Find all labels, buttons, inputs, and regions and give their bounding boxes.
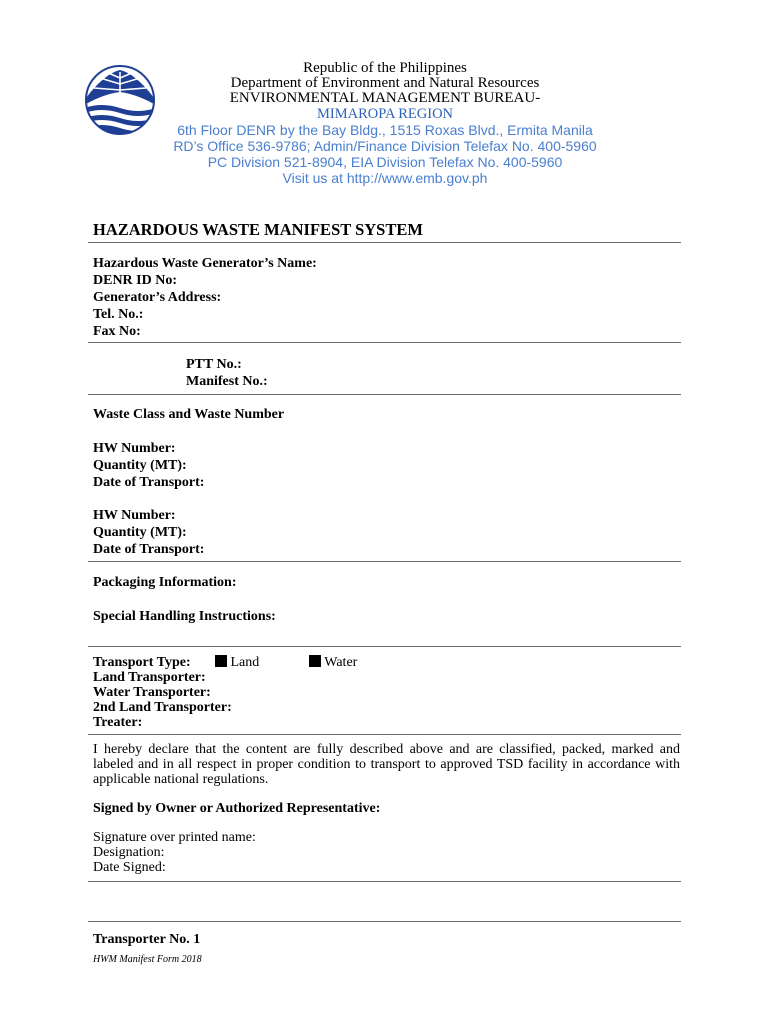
header-line-department: Department of Environment and Natural Resources xyxy=(230,75,540,91)
manifest-number-label: Manifest No.: xyxy=(186,374,268,389)
tel-label: Tel. No.: xyxy=(93,307,144,322)
water-option-label: Water xyxy=(324,655,358,670)
form-footer: HWM Manifest Form 2018 xyxy=(93,954,202,965)
generator-address-label: Generator’s Address: xyxy=(93,290,222,305)
quantity-label: Quantity (MT): xyxy=(93,525,187,540)
special-handling-label: Special Handling Instructions: xyxy=(93,609,276,624)
quantity-label: Quantity (MT): xyxy=(93,458,187,473)
land-transporter-label: Land Transporter: xyxy=(93,670,206,685)
divider xyxy=(88,394,681,395)
fax-label: Fax No: xyxy=(93,324,141,339)
divider xyxy=(88,646,681,647)
divider xyxy=(88,342,681,343)
divider xyxy=(88,734,681,735)
header-line-region: MIMAROPA REGION xyxy=(316,106,454,122)
denr-id-label: DENR ID No: xyxy=(93,273,177,288)
hw-number-label: HW Number: xyxy=(93,441,176,456)
divider xyxy=(88,881,681,882)
declaration-text: I hereby declare that the content are fully described above and are classified, packed, marked and labeled and in all respect in proper condition to transport to approved TSD facility in accordance with applicable national regulations. xyxy=(93,742,680,787)
date-of-transport-label: Date of Transport: xyxy=(93,475,205,490)
header-line-rd-office: RD’s Office 536-9786; Admin/Finance Division Telefax No. 400-5960 xyxy=(173,138,597,154)
second-land-transporter-label: 2nd Land Transporter: xyxy=(93,700,232,715)
header-line-pc-division: PC Division 521-8904, EIA Division Telefax No. 400-5960 xyxy=(207,154,563,170)
transporter-heading: Transporter No. 1 xyxy=(93,932,201,947)
divider xyxy=(88,921,681,922)
packaging-information-label: Packaging Information: xyxy=(93,575,237,590)
header-line-address: 6th Floor DENR by the Bay Bldg., 1515 Roxas Blvd., Ermita Manila xyxy=(177,122,593,138)
waste-class-heading: Waste Class and Waste Number xyxy=(93,407,285,422)
land-checkbox[interactable] xyxy=(215,655,227,667)
date-of-transport-label: Date of Transport: xyxy=(93,542,205,557)
divider xyxy=(88,242,681,243)
signed-heading: Signed by Owner or Authorized Representative: xyxy=(93,801,381,816)
generator-name-label: Hazardous Waste Generator’s Name: xyxy=(93,256,317,271)
transport-option-water[interactable] xyxy=(309,655,357,671)
form-title: HAZARDOUS WASTE MANIFEST SYSTEM xyxy=(93,220,423,239)
date-signed-label: Date Signed: xyxy=(93,860,166,875)
hw-number-label: HW Number: xyxy=(93,508,176,523)
ptt-label: PTT No.: xyxy=(186,357,242,372)
water-checkbox[interactable] xyxy=(309,655,321,667)
transport-type-label: Transport Type: xyxy=(93,655,191,670)
treater-label: Treater: xyxy=(93,715,143,730)
water-transporter-label: Water Transporter: xyxy=(93,685,211,700)
land-option-label: Land xyxy=(230,655,260,670)
header-line-bureau: ENVIRONMENTAL MANAGEMENT BUREAU- xyxy=(229,90,541,106)
divider xyxy=(88,561,681,562)
signature-label: Signature over printed name: xyxy=(93,830,256,845)
transport-option-land[interactable] xyxy=(215,655,259,671)
header-line-website: Visit us at http://www.emb.gov.ph xyxy=(282,170,488,186)
designation-label: Designation: xyxy=(93,845,165,860)
header-line-republic: Republic of the Philippines xyxy=(303,60,467,76)
